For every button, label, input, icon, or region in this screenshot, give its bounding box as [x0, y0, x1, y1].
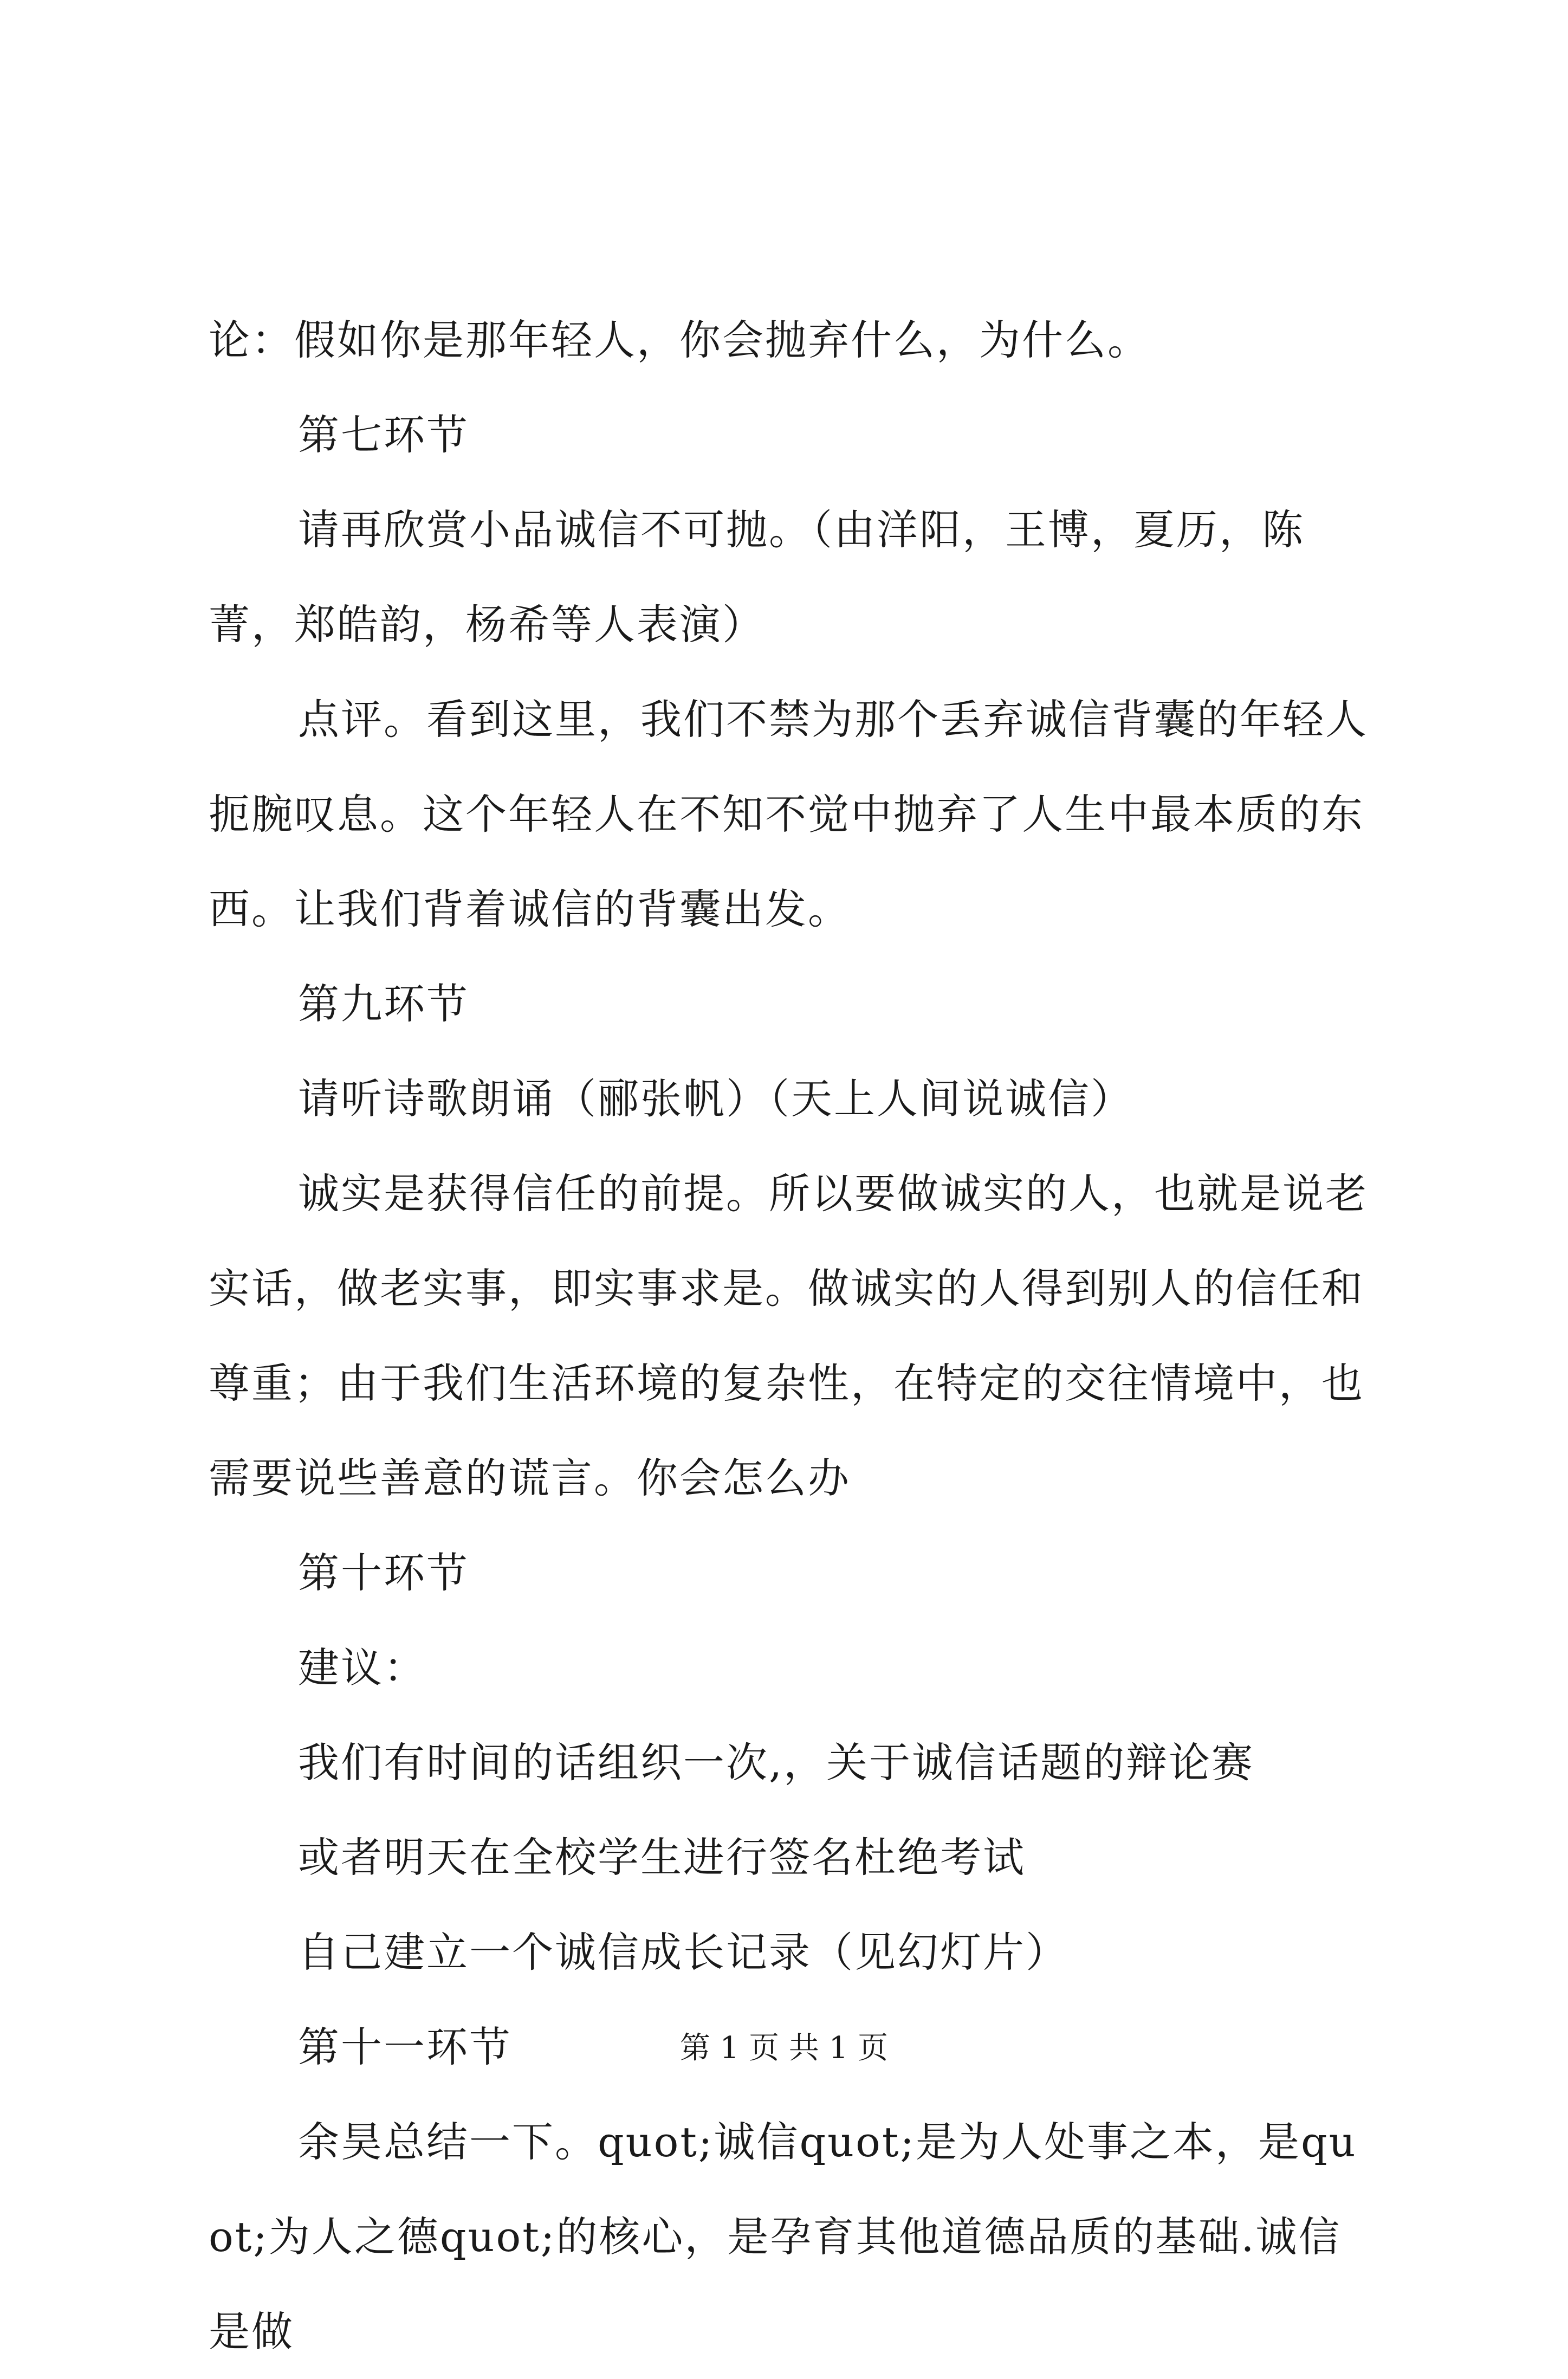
section-heading-10: 第十环节 [298, 1549, 469, 1597]
paragraph-suggestion-signature: 或者明天在全校学生进行签名杜绝考试 [298, 1833, 1026, 1882]
paragraph-honesty: 诚实是获得信任的前提。所以要做诚实的人，也就是说老实话，做老实事，即实事求是。做诚实的人得到别人的信任和尊重；由于我们生活环境的复杂性，在特定的交往情境中，也需要说些善意的谎言。你会怎么办 [209, 1169, 1368, 1502]
section-heading-7: 第七环节 [298, 411, 469, 459]
paragraph-commentary: 点评。看到这里，我们不禁为那个丢弃诚信背囊的年轻人扼腕叹息。这个年轻人在不知不觉中抛弃了人生中最本质的东西。让我们背着诚信的背囊出发。 [209, 695, 1368, 933]
paragraph-suggestion-record: 自己建立一个诚信成长记录（见幻灯片） [298, 1928, 1068, 1976]
section-heading-11: 第十一环节 [298, 2023, 512, 2071]
paragraph-discussion-question: 论：假如你是那年轻人，你会抛弃什么，为什么。 [209, 316, 1150, 364]
section-heading-9: 第九环节 [298, 980, 469, 1028]
paragraph-suggestion-label: 建议： [298, 1644, 426, 1692]
paragraph-skit-intro: 请再欣赏小品诚信不可抛。（由洋阳，王博，夏历，陈菁，郑皓韵，杨希等人表演） [209, 506, 1305, 649]
paragraph-suggestion-debate: 我们有时间的话组织一次,，关于诚信话题的辩论赛 [298, 1738, 1255, 1787]
paragraph-summary: 余昊总结一下。quot;诚信quot;是为人处事之本，是quot;为人之德quot;的核心，是孕育其他道德品质的基础.诚信是做 [209, 2118, 1357, 2356]
paragraph-poem-recital: 请听诗歌朗诵（郦张帆）（天上人间说诚信） [298, 1075, 1133, 1123]
page-footer: 第 1 页 共 1 页 [679, 2031, 889, 2066]
